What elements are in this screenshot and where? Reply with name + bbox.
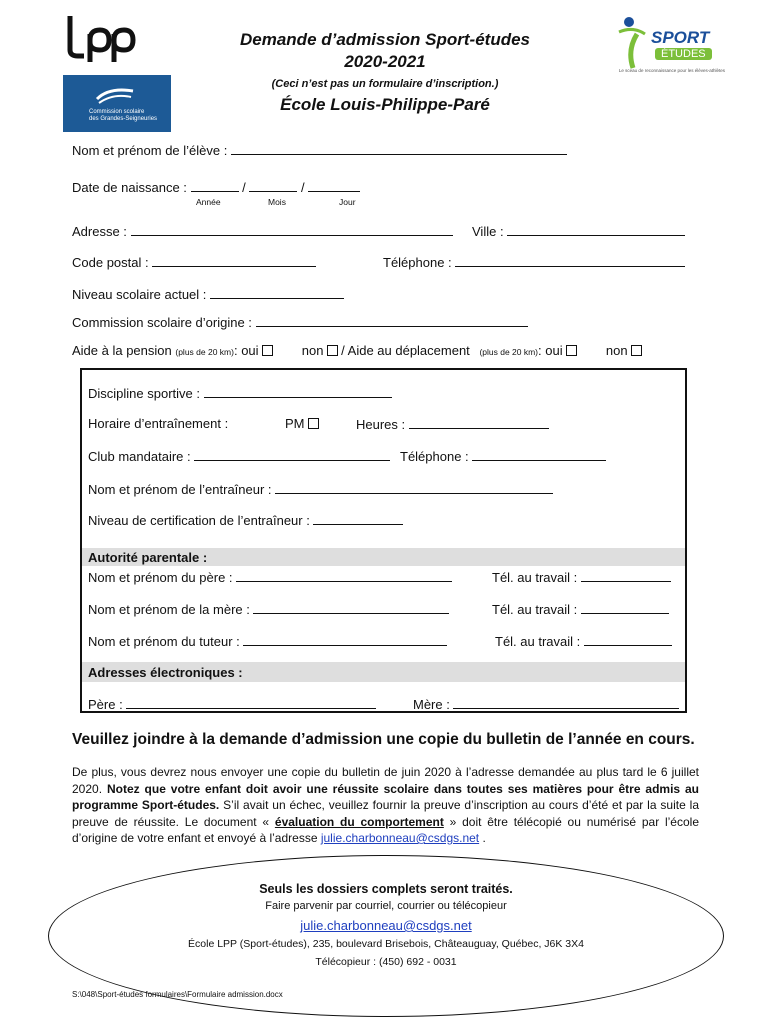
- notice-email-link[interactable]: julie.charbonneau@csdgs.net: [320, 831, 480, 845]
- dob-day-caption: Jour: [339, 197, 356, 207]
- mother-email-field[interactable]: [453, 696, 679, 709]
- cert-label: Niveau de certification de l’entraîneur :: [88, 513, 310, 528]
- csdgs-logo: [63, 75, 171, 132]
- coach-field[interactable]: [275, 481, 553, 494]
- cert-row: [88, 512, 403, 528]
- level-label: Niveau scolaire actuel :: [72, 287, 207, 302]
- student-name-row: [72, 142, 567, 158]
- coach-label: Nom et prénom de l’entraîneur :: [88, 482, 272, 497]
- discipline-label: Discipline sportive :: [88, 386, 200, 401]
- sport-tagline: Le sceau de reconnaissance pour les élèves-athlètes: [618, 68, 725, 73]
- mother-email-label: Mère :: [413, 697, 450, 712]
- schedule-label: Horaire d’entraînement :: [88, 416, 229, 431]
- ellipse-line1: Seuls les dossiers complets seront traités.: [259, 882, 513, 896]
- father-field[interactable]: [236, 569, 452, 582]
- mother-work-row: [492, 601, 669, 617]
- notice-paragraph: [72, 764, 699, 847]
- postal-label: Code postal :: [72, 255, 149, 270]
- ellipse-address: École LPP (Sport-études), 235, boulevard Brisebois, Châteauguay, Québec, J6K 3X4: [188, 938, 584, 950]
- pm-label: PM: [285, 416, 305, 431]
- hours-label: Heures :: [356, 417, 406, 432]
- dob-year-field[interactable]: [191, 179, 239, 192]
- level-row: [72, 286, 344, 302]
- aid-pension-non-checkbox[interactable]: [327, 345, 338, 356]
- student-name-field[interactable]: [231, 142, 567, 155]
- father-row: [88, 569, 452, 585]
- tutor-work-row: [495, 633, 672, 649]
- club-phone-label: Téléphone :: [400, 449, 469, 464]
- aid-row: [72, 343, 642, 358]
- phone-label: Téléphone :: [383, 255, 452, 270]
- tutor-field[interactable]: [243, 633, 447, 646]
- origin-row: [72, 314, 528, 330]
- aid-travel-note: (plus de 20 km): [479, 347, 539, 357]
- csdgs-text-2: des Grandes-Seigneuries: [89, 116, 158, 122]
- city-field[interactable]: [507, 223, 685, 236]
- discipline-row: [88, 385, 392, 401]
- etudes-word: ÉTUDES: [655, 48, 712, 60]
- dob-year-caption: Année: [196, 197, 221, 207]
- club-phone-row: [400, 448, 606, 464]
- tutor-work-field[interactable]: [584, 633, 672, 646]
- father-email-field[interactable]: [126, 696, 376, 709]
- athlete-icon: [615, 14, 655, 70]
- pm-row: [285, 416, 319, 431]
- tutor-label: Nom et prénom du tuteur :: [88, 634, 240, 649]
- cert-field[interactable]: [313, 512, 403, 525]
- sport-word: SPORT: [651, 28, 710, 47]
- notice-doc-name: évaluation du comportement: [274, 814, 444, 829]
- notice-p1: De plus, vous devrez nous envoyer une copie du bulletin de juin 2020 à l’adresse demandée au plus tard le 6 juillet 2020.: [72, 765, 699, 796]
- notice-p3: » doit être télécopié ou numérisé par l’école d’origine de votre enfant et envoyé à l’adresse: [72, 814, 699, 845]
- mother-work-field[interactable]: [581, 601, 669, 614]
- father-email-label: Père :: [88, 697, 123, 712]
- parent-header-label: Autorité parentale :: [88, 550, 208, 565]
- dob-sep-1: /: [242, 180, 246, 195]
- mother-email-row: [413, 696, 679, 712]
- father-work-field[interactable]: [581, 569, 671, 582]
- aid-pension-note: (plus de 20 km): [175, 347, 234, 357]
- father-label: Nom et prénom du père :: [88, 570, 233, 585]
- father-work-row: [492, 569, 671, 585]
- email-header-label: Adresses électroniques :: [88, 665, 243, 680]
- aid-pension-non: non: [301, 343, 324, 358]
- sport-etudes-logo: [615, 14, 725, 78]
- mother-row: [88, 601, 449, 617]
- notice-p1-bold: Notez que votre enfant doit avoir une réussite scolaire dans toutes ses matières pour être admis au programme Sport-études.: [72, 781, 699, 812]
- dob-label: Date de naissance :: [72, 180, 187, 195]
- aid-travel-label: Aide au déplacement: [347, 343, 470, 358]
- mother-label: Nom et prénom de la mère :: [88, 602, 250, 617]
- email-header: [82, 662, 685, 682]
- student-name-label: Nom et prénom de l’élève :: [72, 143, 228, 158]
- hours-field[interactable]: [409, 416, 549, 429]
- aid-pension-oui: : oui: [233, 343, 259, 358]
- club-field[interactable]: [194, 448, 390, 461]
- aid-travel-non-checkbox[interactable]: [631, 345, 642, 356]
- ellipse-email-link[interactable]: julie.charbonneau@csdgs.net: [300, 918, 472, 933]
- notice-p2: S’il avait un échec, veuillez fournir la preuve d’inscription au cours d’été et par la suite la preuve de réussite. Le document «: [72, 798, 699, 829]
- tutor-work-label: Tél. au travail :: [495, 634, 581, 649]
- coach-row: [88, 481, 553, 497]
- club-row: [88, 448, 390, 464]
- parent-header: [82, 548, 685, 566]
- origin-label: Commission scolaire d’origine :: [72, 315, 252, 330]
- aid-sep: /: [341, 343, 345, 358]
- mother-field[interactable]: [253, 601, 449, 614]
- origin-field[interactable]: [256, 314, 528, 327]
- phone-field[interactable]: [455, 254, 685, 267]
- address-field[interactable]: [131, 223, 453, 236]
- ellipse-line2: Faire parvenir par courriel, courrier ou télécopieur: [265, 900, 507, 912]
- aid-pension-oui-checkbox[interactable]: [262, 345, 273, 356]
- dob-month-caption: Mois: [268, 197, 286, 207]
- aid-travel-non: non: [605, 343, 628, 358]
- pm-checkbox[interactable]: [308, 418, 319, 429]
- father-work-label: Tél. au travail :: [492, 570, 578, 585]
- dob-row: [72, 179, 360, 195]
- tutor-row: [88, 633, 447, 649]
- ellipse-fax: Télécopieur : (450) 692 - 0031: [315, 956, 457, 968]
- phone-row: [383, 254, 685, 270]
- dob-day-field[interactable]: [308, 179, 360, 192]
- postal-row: [72, 254, 316, 270]
- title-line1: Demande d’admission Sport-études: [240, 30, 530, 49]
- subtitle: (Ceci n’est pas un formulaire d’inscription.): [271, 78, 499, 90]
- address-row: [72, 223, 453, 239]
- level-field[interactable]: [210, 286, 344, 299]
- city-row: [472, 223, 685, 239]
- dob-month-field[interactable]: [249, 179, 297, 192]
- city-label: Ville :: [472, 224, 504, 239]
- title-line2: 2020-2021: [344, 52, 426, 71]
- aid-pension-label: Aide à la pension: [72, 343, 172, 358]
- club-phone-field[interactable]: [472, 448, 606, 461]
- aid-travel-oui: : oui: [538, 343, 563, 358]
- lpp-logo: [62, 14, 138, 64]
- notice-heading: Veuillez joindre à la demande d’admission une copie du bulletin de l’année en cours.: [72, 731, 695, 748]
- discipline-field[interactable]: [204, 385, 392, 398]
- notice-end: .: [482, 831, 486, 845]
- csdgs-text-1: Commission scolaire: [89, 109, 145, 115]
- address-label: Adresse :: [72, 224, 127, 239]
- wave-icon: [95, 85, 135, 105]
- school-name: École Louis-Philippe-Paré: [280, 95, 490, 114]
- footer-path: S:\048\Sport-études formulaires\Formulaire admission.docx: [72, 990, 283, 999]
- father-email-row: [88, 696, 376, 712]
- dob-sep-2: /: [301, 180, 305, 195]
- mother-work-label: Tél. au travail :: [492, 602, 578, 617]
- postal-field[interactable]: [152, 254, 316, 267]
- aid-travel-oui-checkbox[interactable]: [566, 345, 577, 356]
- club-label: Club mandataire :: [88, 449, 191, 464]
- hours-row: [356, 416, 549, 432]
